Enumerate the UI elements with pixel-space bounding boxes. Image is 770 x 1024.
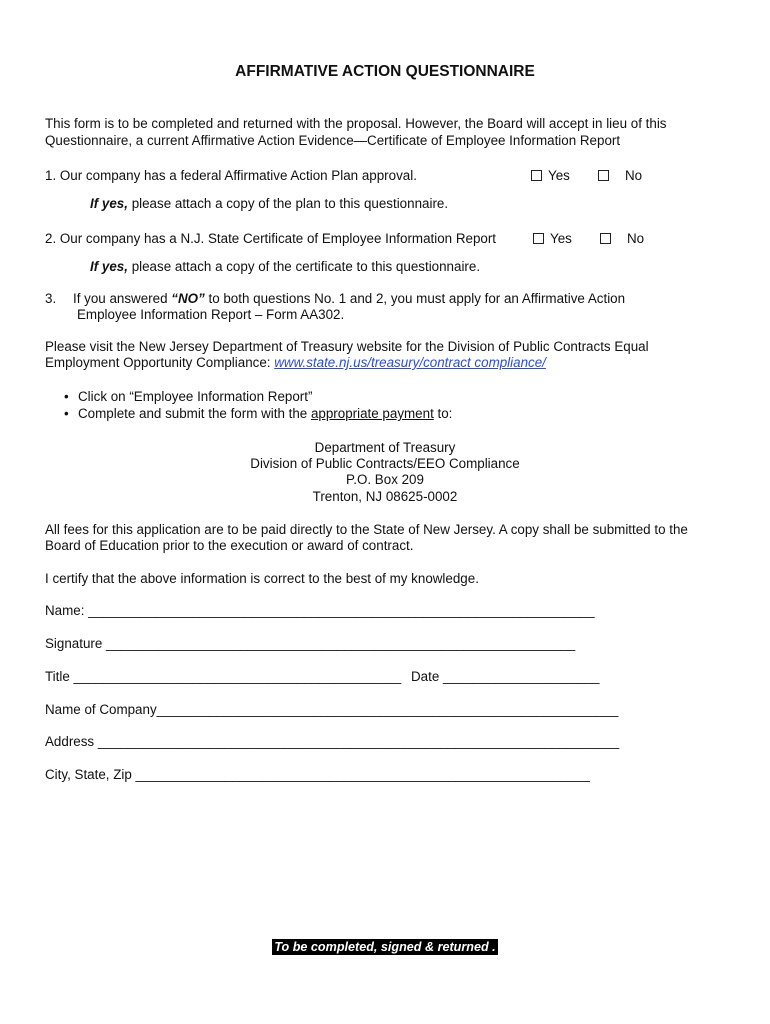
fees-line-1: All fees for this application are to be paid directly to the State of New Jersey. A copy shall be submitted to the [45,522,688,537]
name-field[interactable]: Name: ____________________________________________________________________ [45,603,595,618]
q1-note [90,196,448,212]
q2-note-rest: please attach a copy of the certificate to this questionnaire. [127,259,481,274]
appropriate-payment-link[interactable]: appropriate payment [310,406,434,421]
q1-no-checkbox[interactable] [598,170,609,181]
fees-line-2: Board of Education prior to the execution or award of contract. [45,538,414,553]
certify-statement: I certify that the above information is correct to the best of my knowledge. [45,571,479,586]
q3-no-word: “NO” [171,291,205,306]
q2-no-checkbox[interactable] [600,233,611,244]
question-3-line-2: Employee Information Report – Form AA302. [77,307,345,322]
q1-no-option[interactable] [598,168,642,184]
question-1-text: 1. Our company has a federal Affirmative Action Plan approval. [45,168,417,183]
date-field[interactable]: Date _____________________ [411,669,600,684]
treasury-website-link[interactable]: www.state.nj.us/treasury/contract compliance/ [274,355,546,370]
bullet-2-pre: Complete and submit the form with the [78,406,311,421]
visit-line-2-text: Employment Opportunity Compliance: [45,355,275,370]
q1-no-label: No [625,168,643,183]
q2-yes-checkbox[interactable] [533,233,544,244]
address-line-1: Department of Treasury [314,440,456,455]
city-state-zip-field[interactable]: City, State, Zip _____________________________________________________________ [45,767,590,782]
intro-line-1: This form is to be completed and returned with the proposal. However, the Board will accept in lieu of this [45,116,667,131]
q3-pre: If you answered [73,291,172,306]
address-line-2: Division of Public Contracts/EEO Compliance [250,456,520,471]
q1-yes-checkbox[interactable] [531,170,542,181]
address-line-3: P.O. Box 209 [346,472,424,487]
bullet-item-1: • Click on “Employee Information Report” [78,389,312,405]
q2-yes-label: Yes [550,231,572,246]
page-title: AFFIRMATIVE ACTION QUESTIONNAIRE [235,63,535,80]
footer-notice-text: To be completed, signed & returned . [274,940,496,954]
q2-note [90,259,480,275]
question-2-text: 2. Our company has a N.J. State Certificate of Employee Information Report [45,231,497,246]
bullet-item-2 [78,406,452,422]
q1-yes-option[interactable] [531,168,570,184]
question-3-number: 3. [45,291,57,306]
visit-line-1: Please visit the New Jersey Department of Treasury website for the Division of Public Contracts Equal [45,339,649,354]
bullet-2-post: to: [433,406,453,421]
question-3-text [73,291,625,307]
q1-yes-label: Yes [548,168,570,183]
q2-no-label: No [627,231,645,246]
intro-line-2: Questionnaire, a current Affirmative Action Evidence—Certificate of Employee Information Report [45,133,621,148]
q1-note-rest: please attach a copy of the plan to this questionnaire. [127,196,449,211]
q2-no-option[interactable] [600,231,644,247]
q3-post: to both questions No. 1 and 2, you must apply for an Affirmative Action [204,291,626,306]
address-line-4: Trenton, NJ 08625-0002 [312,489,458,504]
footer-notice [0,939,770,955]
q2-yes-option[interactable] [533,231,572,247]
address-field[interactable]: Address ______________________________________________________________________ [45,734,620,749]
signature-field[interactable]: Signature _______________________________________________________________ [45,636,576,651]
title-field[interactable]: Title ____________________________________________ [45,669,402,684]
visit-line-2 [45,355,546,371]
q2-note-lead: If yes, [90,259,128,274]
q1-note-lead: If yes, [90,196,128,211]
company-name-field[interactable]: Name of Company______________________________________________________________ [45,702,619,717]
